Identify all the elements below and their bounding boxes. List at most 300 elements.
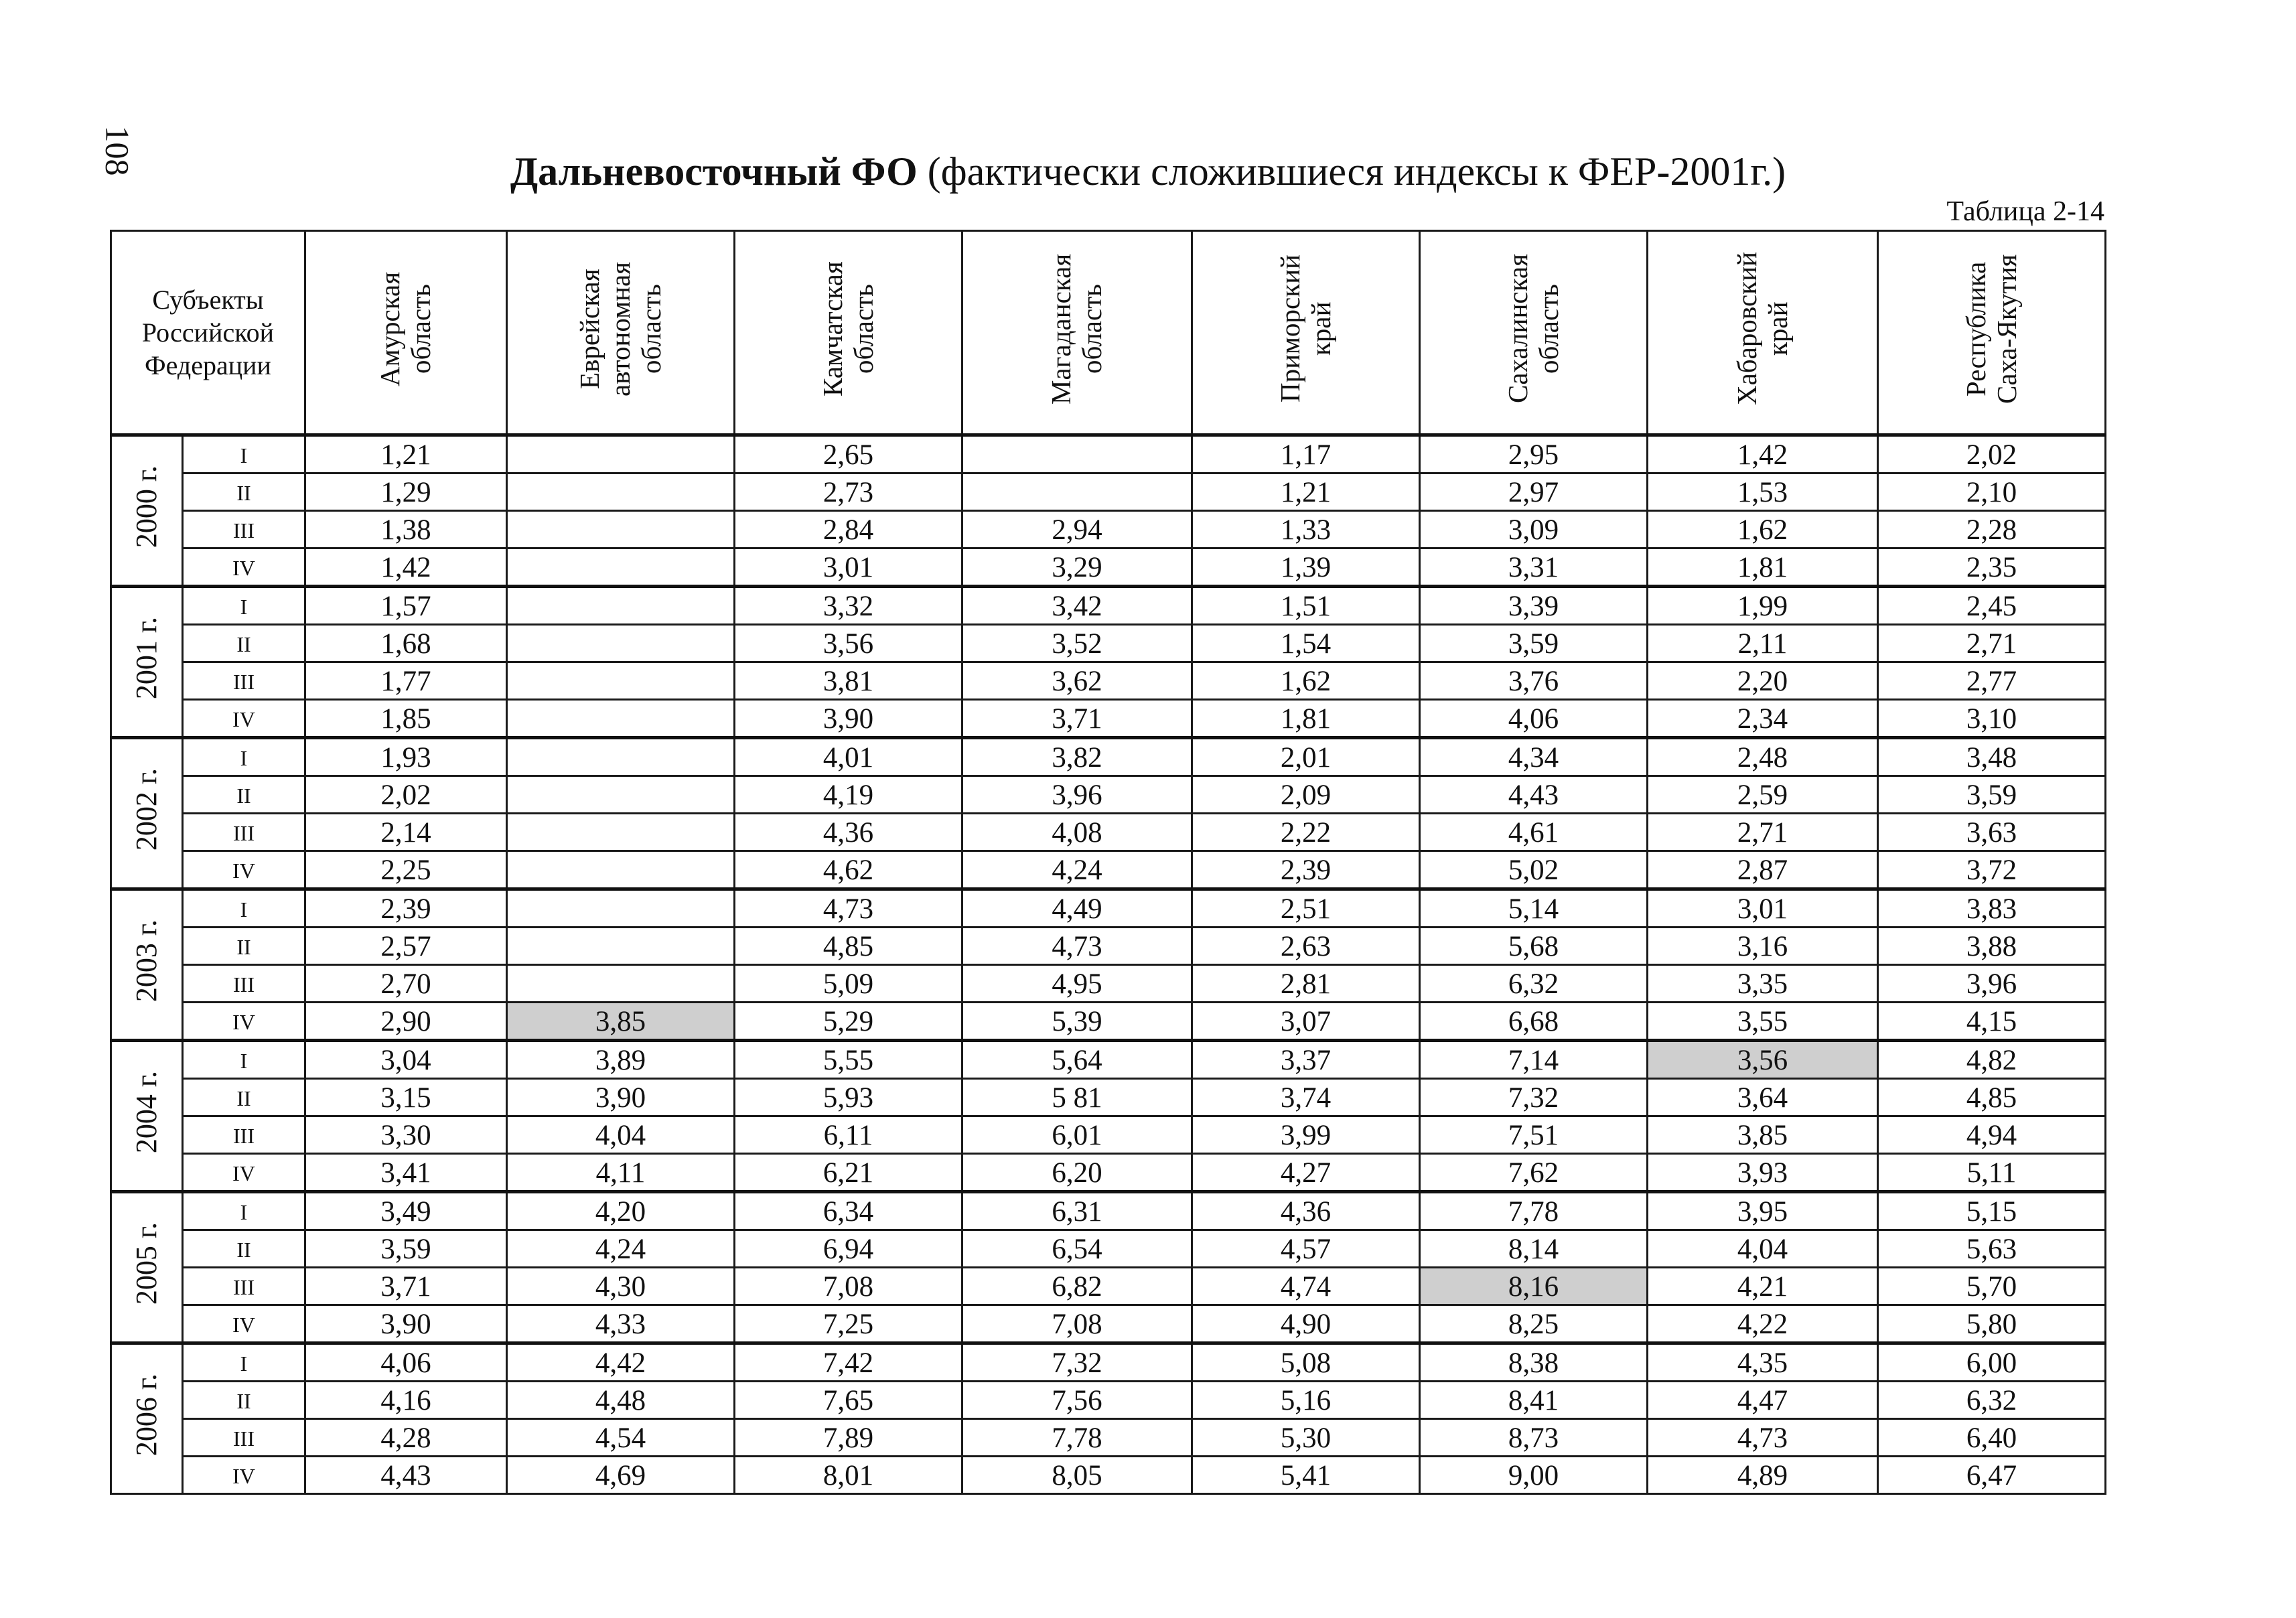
- value-cell: 4,11: [507, 1154, 735, 1192]
- value-cell: 4,28: [305, 1419, 507, 1457]
- value-cell: [507, 700, 735, 738]
- year-label: 2006 г.: [130, 1373, 163, 1457]
- value-cell: 6,40: [1878, 1419, 2106, 1457]
- value-cell: [507, 548, 735, 587]
- value-cell: 3,42: [962, 587, 1192, 625]
- value-cell: [507, 889, 735, 928]
- value-cell: 6,94: [735, 1230, 962, 1268]
- page-number: 108: [98, 125, 137, 176]
- value-cell: 2,02: [305, 776, 507, 814]
- value-cell: 4,22: [1648, 1305, 1878, 1343]
- value-cell: [507, 625, 735, 662]
- value-cell: 2,20: [1648, 662, 1878, 700]
- value-cell: 4,43: [1420, 776, 1648, 814]
- value-cell: 3,72: [1878, 851, 2106, 889]
- value-cell: 4,06: [1420, 700, 1648, 738]
- value-cell: 5,55: [735, 1041, 962, 1079]
- value-cell: 1,51: [1192, 587, 1420, 625]
- value-cell: 2,51: [1192, 889, 1420, 928]
- value-cell: 1,21: [305, 435, 507, 473]
- table-row: [111, 1154, 2106, 1192]
- value-cell: 5,93: [735, 1079, 962, 1116]
- table-row: [111, 473, 2106, 511]
- value-cell: 3,59: [305, 1230, 507, 1268]
- value-cell: 3,37: [1192, 1041, 1420, 1079]
- value-cell: [507, 776, 735, 814]
- value-cell: 6,32: [1420, 965, 1648, 1003]
- value-cell: 3,96: [962, 776, 1192, 814]
- value-cell: 7,51: [1420, 1116, 1648, 1154]
- value-cell: 3,07: [1192, 1003, 1420, 1041]
- year-cell: [111, 1041, 183, 1192]
- value-cell: 5,15: [1878, 1192, 2106, 1230]
- value-cell: 3,31: [1420, 548, 1648, 587]
- value-cell: 3,15: [305, 1079, 507, 1116]
- quarter-cell: III: [183, 1116, 305, 1154]
- value-cell: 2,71: [1648, 814, 1878, 851]
- table-row: [111, 625, 2106, 662]
- quarter-cell: II: [183, 1382, 305, 1419]
- year-cell: [111, 889, 183, 1041]
- value-cell: 5,63: [1878, 1230, 2106, 1268]
- value-cell: 7,25: [735, 1305, 962, 1343]
- value-cell: 1,42: [305, 548, 507, 587]
- page-title: [0, 149, 2296, 195]
- value-cell: 2,97: [1420, 473, 1648, 511]
- quarter-cell: I: [183, 435, 305, 473]
- value-cell: 5,39: [962, 1003, 1192, 1041]
- value-cell: 4,16: [305, 1382, 507, 1419]
- value-cell: [507, 473, 735, 511]
- value-cell: 7,89: [735, 1419, 962, 1457]
- quarter-cell: IV: [183, 1305, 305, 1343]
- table-row: [111, 776, 2106, 814]
- quarter-cell: I: [183, 587, 305, 625]
- value-cell: 4,24: [507, 1230, 735, 1268]
- value-cell: 7,65: [735, 1382, 962, 1419]
- value-cell: 4,36: [1192, 1192, 1420, 1230]
- value-cell: 3,48: [1878, 738, 2106, 776]
- table-row: [111, 662, 2106, 700]
- value-cell: 7,62: [1420, 1154, 1648, 1192]
- table-row: [111, 1116, 2106, 1154]
- value-cell: [962, 435, 1192, 473]
- index-table: [110, 230, 2106, 1495]
- year-cell: [111, 435, 183, 587]
- quarter-cell: I: [183, 1192, 305, 1230]
- value-cell: 3,82: [962, 738, 1192, 776]
- value-cell: 4,62: [735, 851, 962, 889]
- quarter-cell: IV: [183, 548, 305, 587]
- value-cell: 7,32: [1420, 1079, 1648, 1116]
- value-cell: 5,16: [1192, 1382, 1420, 1419]
- col-header-text: Хабаровский край: [1731, 252, 1793, 406]
- value-cell: 8,73: [1420, 1419, 1648, 1457]
- value-cell: 2,57: [305, 928, 507, 965]
- value-cell: 1,62: [1648, 511, 1878, 548]
- table-row: [111, 889, 2106, 928]
- value-cell: 3,30: [305, 1116, 507, 1154]
- table-row: [111, 1343, 2106, 1382]
- year-cell: [111, 738, 183, 889]
- value-cell: 5,68: [1420, 928, 1648, 965]
- table-row: [111, 1079, 2106, 1116]
- value-cell: 5,11: [1878, 1154, 2106, 1192]
- quarter-cell: III: [183, 1419, 305, 1457]
- year-label: 2003 г.: [130, 919, 163, 1003]
- value-cell: 4,48: [507, 1382, 735, 1419]
- value-cell: 2,65: [735, 435, 962, 473]
- value-cell: 5,14: [1420, 889, 1648, 928]
- value-cell: 3,01: [735, 548, 962, 587]
- value-cell: 2,28: [1878, 511, 2106, 548]
- value-cell: [507, 662, 735, 700]
- value-cell: 2,70: [305, 965, 507, 1003]
- value-cell: 7,14: [1420, 1041, 1648, 1079]
- value-cell: 4,90: [1192, 1305, 1420, 1343]
- quarter-cell: II: [183, 625, 305, 662]
- value-cell: [507, 738, 735, 776]
- value-cell: 6,54: [962, 1230, 1192, 1268]
- col-header-text: Республика Саха-Якутия: [1960, 254, 2022, 404]
- value-cell: 2,94: [962, 511, 1192, 548]
- value-cell: 6,20: [962, 1154, 1192, 1192]
- value-cell: 3,90: [305, 1305, 507, 1343]
- value-cell: [507, 928, 735, 965]
- value-cell: 4,19: [735, 776, 962, 814]
- value-cell: 3,88: [1878, 928, 2106, 965]
- value-cell: 1,17: [1192, 435, 1420, 473]
- value-cell: 4,42: [507, 1343, 735, 1382]
- value-cell: [507, 587, 735, 625]
- value-cell: 3,95: [1648, 1192, 1878, 1230]
- value-cell: 2,09: [1192, 776, 1420, 814]
- value-cell: 4,33: [507, 1305, 735, 1343]
- value-cell: [507, 435, 735, 473]
- quarter-cell: II: [183, 473, 305, 511]
- value-cell: 2,90: [305, 1003, 507, 1041]
- value-cell: 4,20: [507, 1192, 735, 1230]
- value-cell: 3,76: [1420, 662, 1648, 700]
- table-row: [111, 1230, 2106, 1268]
- value-cell: 4,47: [1648, 1382, 1878, 1419]
- col-header: [735, 231, 962, 435]
- table-row: [111, 1419, 2106, 1457]
- value-cell: 5,80: [1878, 1305, 2106, 1343]
- value-cell: 1,93: [305, 738, 507, 776]
- quarter-cell: I: [183, 1343, 305, 1382]
- value-cell: 8,41: [1420, 1382, 1648, 1419]
- value-cell: 6,32: [1878, 1382, 2106, 1419]
- col-header-text: Камчатская область: [816, 261, 879, 396]
- value-cell: 3,74: [1192, 1079, 1420, 1116]
- value-cell: 2,77: [1878, 662, 2106, 700]
- quarter-cell: I: [183, 889, 305, 928]
- value-cell: [507, 814, 735, 851]
- quarter-cell: I: [183, 738, 305, 776]
- col-header: [962, 231, 1192, 435]
- value-cell: 3,52: [962, 625, 1192, 662]
- value-cell: 2,01: [1192, 738, 1420, 776]
- value-cell: 8,16: [1420, 1268, 1648, 1305]
- col-header: [1878, 231, 2106, 435]
- quarter-cell: III: [183, 511, 305, 548]
- value-cell: 6,11: [735, 1116, 962, 1154]
- value-cell: 2,48: [1648, 738, 1878, 776]
- value-cell: 1,29: [305, 473, 507, 511]
- quarter-cell: II: [183, 928, 305, 965]
- value-cell: 4,36: [735, 814, 962, 851]
- table-row: [111, 738, 2106, 776]
- value-cell: 4,04: [507, 1116, 735, 1154]
- value-cell: 2,11: [1648, 625, 1878, 662]
- value-cell: 3,62: [962, 662, 1192, 700]
- value-cell: 3,04: [305, 1041, 507, 1079]
- table-row: [111, 548, 2106, 587]
- value-cell: 2,02: [1878, 435, 2106, 473]
- value-cell: 4,24: [962, 851, 1192, 889]
- year-label: 2001 г.: [130, 616, 163, 700]
- quarter-cell: IV: [183, 1457, 305, 1494]
- value-cell: 5,64: [962, 1041, 1192, 1079]
- value-cell: 4,85: [735, 928, 962, 965]
- value-cell: 1,53: [1648, 473, 1878, 511]
- table-row: [111, 1041, 2106, 1079]
- value-cell: 2,59: [1648, 776, 1878, 814]
- value-cell: 1,77: [305, 662, 507, 700]
- col-header-text: Сахалинская область: [1502, 254, 1564, 404]
- value-cell: 3,83: [1878, 889, 2106, 928]
- table-row: [111, 700, 2106, 738]
- value-cell: 4,06: [305, 1343, 507, 1382]
- value-cell: 3,63: [1878, 814, 2106, 851]
- table-row: [111, 1268, 2106, 1305]
- value-cell: 8,38: [1420, 1343, 1648, 1382]
- col-header: [1192, 231, 1420, 435]
- year-cell: [111, 1343, 183, 1494]
- value-cell: 1,81: [1648, 548, 1878, 587]
- value-cell: 3,35: [1648, 965, 1878, 1003]
- value-cell: 3,59: [1878, 776, 2106, 814]
- title-rest: (фактически сложившиеся индексы к ФЕР-2001г.): [917, 149, 1786, 194]
- value-cell: 4,21: [1648, 1268, 1878, 1305]
- value-cell: 4,08: [962, 814, 1192, 851]
- value-cell: 3,49: [305, 1192, 507, 1230]
- table-label: Таблица 2-14: [1946, 196, 2104, 227]
- value-cell: [507, 851, 735, 889]
- value-cell: 4,73: [735, 889, 962, 928]
- value-cell: 1,99: [1648, 587, 1878, 625]
- value-cell: 5 81: [962, 1079, 1192, 1116]
- value-cell: 2,84: [735, 511, 962, 548]
- value-cell: 8,14: [1420, 1230, 1648, 1268]
- value-cell: 6,31: [962, 1192, 1192, 1230]
- table-row: [111, 814, 2106, 851]
- value-cell: 3,09: [1420, 511, 1648, 548]
- value-cell: 3,93: [1648, 1154, 1878, 1192]
- value-cell: 3,96: [1878, 965, 2106, 1003]
- value-cell: 4,30: [507, 1268, 735, 1305]
- table-row: [111, 1457, 2106, 1494]
- value-cell: 3,90: [507, 1079, 735, 1116]
- table-row: [111, 435, 2106, 473]
- value-cell: 5,70: [1878, 1268, 2106, 1305]
- value-cell: 1,85: [305, 700, 507, 738]
- value-cell: 3,16: [1648, 928, 1878, 965]
- value-cell: 4,74: [1192, 1268, 1420, 1305]
- value-cell: 4,04: [1648, 1230, 1878, 1268]
- value-cell: 4,95: [962, 965, 1192, 1003]
- value-cell: 4,69: [507, 1457, 735, 1494]
- col-header: [507, 231, 735, 435]
- value-cell: 6,34: [735, 1192, 962, 1230]
- value-cell: 1,57: [305, 587, 507, 625]
- value-cell: 4,27: [1192, 1154, 1420, 1192]
- quarter-cell: III: [183, 965, 305, 1003]
- value-cell: 3,64: [1648, 1079, 1878, 1116]
- value-cell: 4,82: [1878, 1041, 2106, 1079]
- value-cell: 2,45: [1878, 587, 2106, 625]
- value-cell: 2,71: [1878, 625, 2106, 662]
- value-cell: 3,56: [1648, 1041, 1878, 1079]
- table-row: [111, 1382, 2106, 1419]
- value-cell: 4,89: [1648, 1457, 1878, 1494]
- value-cell: 2,14: [305, 814, 507, 851]
- value-cell: 7,78: [1420, 1192, 1648, 1230]
- value-cell: 2,63: [1192, 928, 1420, 965]
- value-cell: 4,35: [1648, 1343, 1878, 1382]
- value-cell: 7,32: [962, 1343, 1192, 1382]
- value-cell: 1,68: [305, 625, 507, 662]
- value-cell: 4,85: [1878, 1079, 2106, 1116]
- value-cell: 3,32: [735, 587, 962, 625]
- value-cell: 3,71: [305, 1268, 507, 1305]
- quarter-cell: IV: [183, 851, 305, 889]
- quarter-cell: III: [183, 814, 305, 851]
- year-label: 2005 г.: [130, 1222, 163, 1305]
- quarter-cell: I: [183, 1041, 305, 1079]
- value-cell: 2,73: [735, 473, 962, 511]
- value-cell: 6,00: [1878, 1343, 2106, 1382]
- col-header-text: Еврейская автономная область: [573, 261, 666, 396]
- col-header: [1648, 231, 1878, 435]
- value-cell: 2,25: [305, 851, 507, 889]
- value-cell: 7,78: [962, 1419, 1192, 1457]
- value-cell: 3,85: [507, 1003, 735, 1041]
- table-row: [111, 1305, 2106, 1343]
- col-header-text: Амурская область: [374, 271, 436, 386]
- value-cell: 2,39: [305, 889, 507, 928]
- value-cell: 2,81: [1192, 965, 1420, 1003]
- col-header: [305, 231, 507, 435]
- value-cell: 1,39: [1192, 548, 1420, 587]
- year-label: 2000 г.: [130, 465, 163, 548]
- year-cell: [111, 587, 183, 738]
- value-cell: 4,34: [1420, 738, 1648, 776]
- table-row: [111, 851, 2106, 889]
- quarter-cell: III: [183, 662, 305, 700]
- value-cell: 2,22: [1192, 814, 1420, 851]
- value-cell: 5,02: [1420, 851, 1648, 889]
- table-row: [111, 1003, 2106, 1041]
- year-label: 2004 г.: [130, 1070, 163, 1154]
- value-cell: 3,55: [1648, 1003, 1878, 1041]
- table-row: [111, 965, 2106, 1003]
- value-cell: 6,21: [735, 1154, 962, 1192]
- table-row: [111, 928, 2106, 965]
- subjects-header-text: Субъекты Российской Федерации: [141, 285, 275, 380]
- value-cell: 6,47: [1878, 1457, 2106, 1494]
- col-header-text: Магаданская область: [1046, 253, 1107, 404]
- value-cell: 4,49: [962, 889, 1192, 928]
- table-row: [111, 587, 2106, 625]
- value-cell: 3,90: [735, 700, 962, 738]
- value-cell: 4,73: [1648, 1419, 1878, 1457]
- year-cell: [111, 1192, 183, 1343]
- subjects-header: [111, 231, 305, 435]
- value-cell: [507, 965, 735, 1003]
- value-cell: 3,39: [1420, 587, 1648, 625]
- value-cell: 3,29: [962, 548, 1192, 587]
- value-cell: 6,68: [1420, 1003, 1648, 1041]
- value-cell: 3,89: [507, 1041, 735, 1079]
- value-cell: 2,87: [1648, 851, 1878, 889]
- quarter-cell: III: [183, 1268, 305, 1305]
- value-cell: 5,29: [735, 1003, 962, 1041]
- value-cell: 3,99: [1192, 1116, 1420, 1154]
- value-cell: 7,56: [962, 1382, 1192, 1419]
- value-cell: 5,09: [735, 965, 962, 1003]
- value-cell: 3,85: [1648, 1116, 1878, 1154]
- value-cell: 4,54: [507, 1419, 735, 1457]
- value-cell: 1,81: [1192, 700, 1420, 738]
- value-cell: 7,08: [735, 1268, 962, 1305]
- quarter-cell: IV: [183, 1154, 305, 1192]
- value-cell: 4,57: [1192, 1230, 1420, 1268]
- value-cell: 1,21: [1192, 473, 1420, 511]
- value-cell: 8,25: [1420, 1305, 1648, 1343]
- value-cell: 6,82: [962, 1268, 1192, 1305]
- col-header: [1420, 231, 1648, 435]
- quarter-cell: II: [183, 1079, 305, 1116]
- quarter-cell: II: [183, 776, 305, 814]
- quarter-cell: IV: [183, 1003, 305, 1041]
- value-cell: 5,08: [1192, 1343, 1420, 1382]
- value-cell: 1,38: [305, 511, 507, 548]
- table-row: [111, 511, 2106, 548]
- value-cell: [507, 511, 735, 548]
- quarter-cell: II: [183, 1230, 305, 1268]
- title-bold: Дальневосточный ФО: [510, 149, 918, 194]
- value-cell: 2,95: [1420, 435, 1648, 473]
- value-cell: 2,10: [1878, 473, 2106, 511]
- value-cell: 5,30: [1192, 1419, 1420, 1457]
- value-cell: 2,34: [1648, 700, 1878, 738]
- value-cell: 1,42: [1648, 435, 1878, 473]
- value-cell: 3,10: [1878, 700, 2106, 738]
- table-row: [111, 1192, 2106, 1230]
- value-cell: 3,56: [735, 625, 962, 662]
- value-cell: 3,81: [735, 662, 962, 700]
- col-header-text: Приморский край: [1274, 254, 1336, 403]
- value-cell: 4,01: [735, 738, 962, 776]
- value-cell: 4,73: [962, 928, 1192, 965]
- value-cell: 1,54: [1192, 625, 1420, 662]
- value-cell: 7,08: [962, 1305, 1192, 1343]
- value-cell: 3,01: [1648, 889, 1878, 928]
- table-body: [111, 435, 2106, 1494]
- value-cell: [962, 473, 1192, 511]
